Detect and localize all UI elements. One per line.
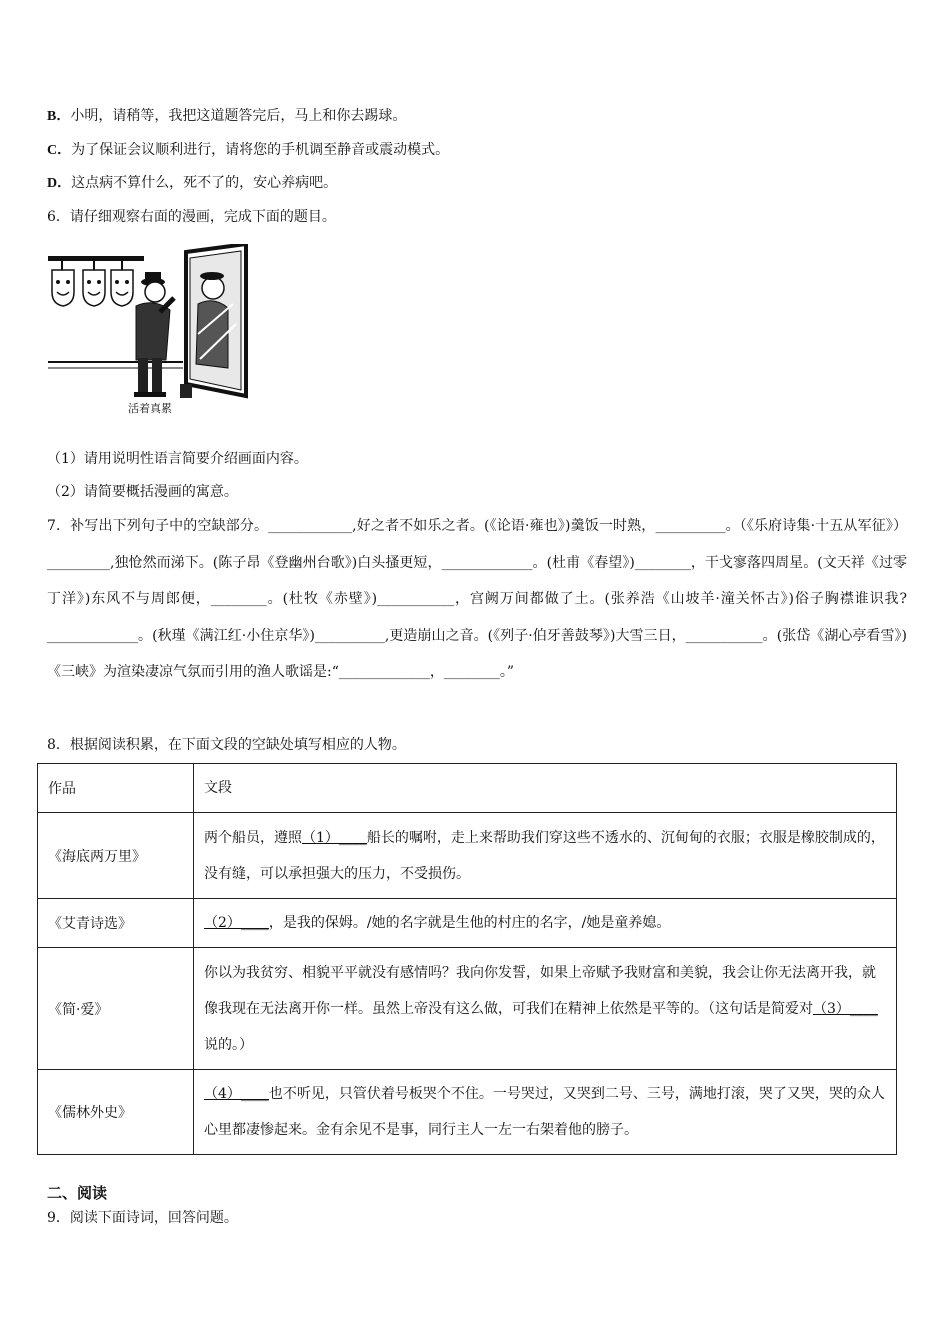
- table-row: [38, 948, 897, 1070]
- cartoon-caption: 活着真累: [128, 402, 172, 415]
- table-row: [38, 813, 897, 899]
- passage-before: 你以为我贫穷、相貌平平就没有感情吗？我向你发誓，如果上帝赋予我财富和美貌，我会让你无法离开我，就像我现在无法离开你一样。虽然上帝没有这么做，可我们在精神上依然是平等的。（这句话是简爱对: [204, 964, 876, 1017]
- question-6-stem: 6．请仔细观察右面的漫画，完成下面的题目。: [47, 209, 336, 225]
- passage-text: [194, 948, 897, 1070]
- work-title: 《艾青诗选》: [38, 899, 194, 948]
- question-8-stem: 8．根据阅读积累，在下面文段的空缺处填写相应的人物。: [47, 737, 406, 753]
- cartoon-illustration: [48, 244, 253, 420]
- header-text: 文段: [194, 764, 897, 813]
- option-letter: B．: [47, 109, 71, 124]
- reading-table: [37, 763, 897, 1155]
- header-work: 作品: [38, 764, 194, 813]
- option-letter: D．: [47, 176, 72, 191]
- answer-blank: （3）____: [813, 1000, 878, 1017]
- work-title: 《儒林外史》: [38, 1070, 194, 1155]
- question-9-stem: 9．阅读下面诗词，回答问题。: [47, 1210, 238, 1226]
- passage-after: 说的。）: [204, 1036, 253, 1053]
- option-text: 为了保证会议顺利进行，请将您的手机调至静音或震动模式。: [71, 142, 450, 158]
- passage-after: 船长的嘱咐，走上来帮助我们穿这些不透水的、沉甸甸的衣服；衣服是橡胶制成的，没有缝，可以承担强大的压力，不受损伤。: [204, 829, 885, 882]
- option-d: [47, 172, 337, 192]
- man-figure: [134, 272, 174, 397]
- answer-blank: （2）____: [204, 915, 269, 931]
- mirror-frame: [186, 244, 246, 396]
- work-title: 《海底两万里》: [38, 813, 194, 899]
- passage-text: [194, 899, 897, 948]
- option-b: [47, 105, 406, 125]
- question-7-paragraph: 7．补写出下列句子中的空缺部分。____________,好之者不如乐之者。(《论语·雍也》)羹饭一时熟，__________。（《乐府诗集·十五从军征》）_________,独怆然而涕下。(陈子昂《登幽州台歌》)白头搔更短，_____________。(杜甫《春望》)________，干戈寥落四周星。(文天祥《过零丁洋》)东风不与周郎便，________。(杜牧《赤壁》)___________，宫阙万间都做了土。(张养浩《山坡羊·潼关怀古》)俗子胸襟谁识我?_____________。(秋瑾《满江红·小住京华》)__________,更造崩山之音。(《列子·伯牙善鼓琴》)大雪三日，___________。(张岱《湖心亭看雪》)《三峡》为渲染凄凉气氛而引用的渔人歌谣是:“_____________，________。”: [47, 518, 907, 680]
- work-title: 《简·爱》: [38, 948, 194, 1070]
- table-row: [38, 899, 897, 948]
- question-6-sub1: （1）请用说明性语言简要介绍画面内容。: [47, 451, 308, 467]
- passage-after: 也不听见，只管伏着号板哭个不住。一号哭过，又哭到二号、三号，满地打滚，哭了又哭，哭的众人心里都凄惨起来。金有余见不是事，同行主人一左一右架着他的膀子。: [204, 1086, 885, 1138]
- passage-text: [194, 1070, 897, 1155]
- section-title: 二、阅读: [47, 1184, 108, 1202]
- table-header-row: [38, 764, 897, 813]
- question-6-sub2: （2）请简要概括漫画的寓意。: [47, 484, 238, 500]
- passage-text: [194, 813, 897, 899]
- cartoon-drawing: [48, 244, 253, 420]
- answer-blank: （1）____: [302, 829, 367, 846]
- passage-before: 两个船员，遵照: [204, 829, 302, 846]
- answer-blank: （4）____: [204, 1086, 269, 1102]
- option-letter: C．: [47, 143, 72, 158]
- option-c: [47, 139, 449, 159]
- table-row: [38, 1070, 897, 1155]
- smiling-mask-icon: [52, 270, 74, 306]
- option-text: 这点病不算什么，死不了的，安心养病吧。: [71, 175, 338, 191]
- option-text: 小明，请稍等，我把这道题答完后，马上和你去踢球。: [70, 108, 407, 124]
- passage-after: ，是我的保姆。/她的名字就是生他的村庄的名字，/她是童养媳。: [268, 915, 671, 931]
